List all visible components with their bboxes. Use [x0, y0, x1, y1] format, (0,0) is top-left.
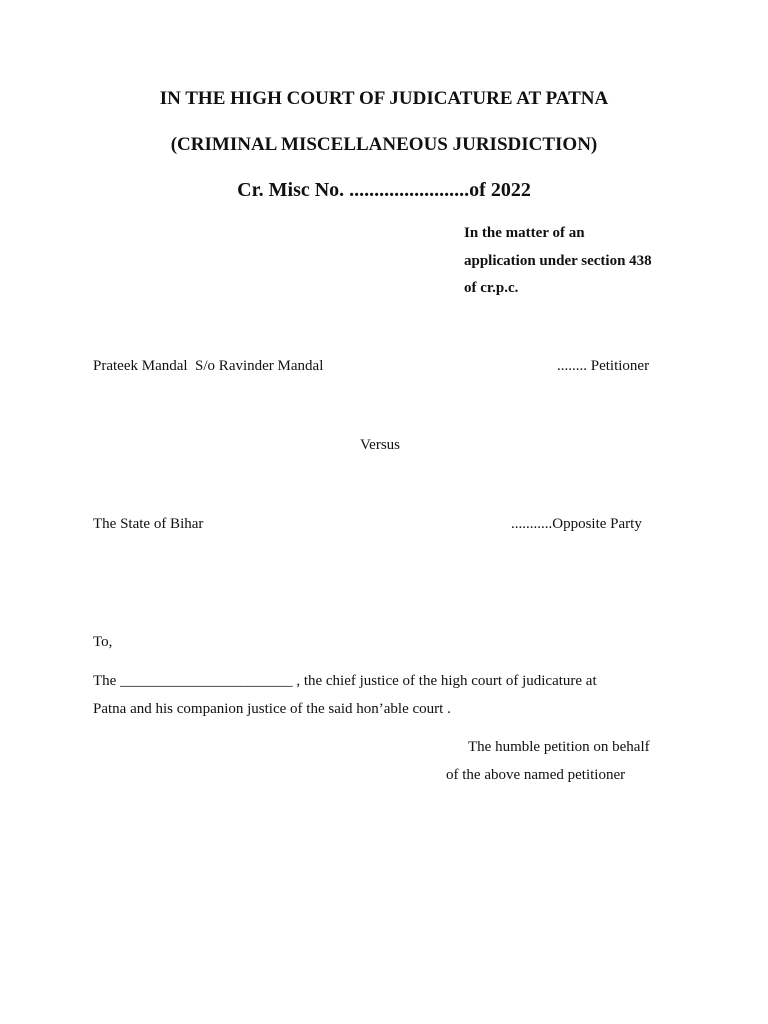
petition-line-1: The humble petition on behalf: [468, 739, 650, 755]
versus-label: Versus: [360, 437, 400, 453]
petition-line-2: of the above named petitioner: [446, 767, 626, 783]
court-heading: IN THE HIGH COURT OF JUDICATURE AT PATNA: [159, 88, 609, 109]
matter-line-1: In the matter of an: [464, 225, 585, 241]
matter-line-3: of cr.p.c.: [464, 280, 519, 296]
respondent-name: The State of Bihar: [93, 516, 204, 532]
respondent-role: ...........Opposite Party: [511, 516, 642, 532]
address-line-2: Patna and his companion justice of the said hon’able court .: [93, 701, 451, 717]
address-line-1: The _______________________ , the chief justice of the high court of judicature at: [93, 673, 597, 689]
petitioner-name: Prateek Mandal S/o Ravinder Mandal: [93, 358, 324, 374]
jurisdiction-heading: (CRIMINAL MISCELLANEOUS JURISDICTION): [170, 134, 598, 155]
salutation: To,: [93, 634, 113, 650]
matter-line-2: application under section 438: [464, 253, 652, 269]
case-number: Cr. Misc No. ........................of 2022: [237, 179, 531, 201]
petitioner-role: ........ Petitioner: [557, 358, 650, 374]
